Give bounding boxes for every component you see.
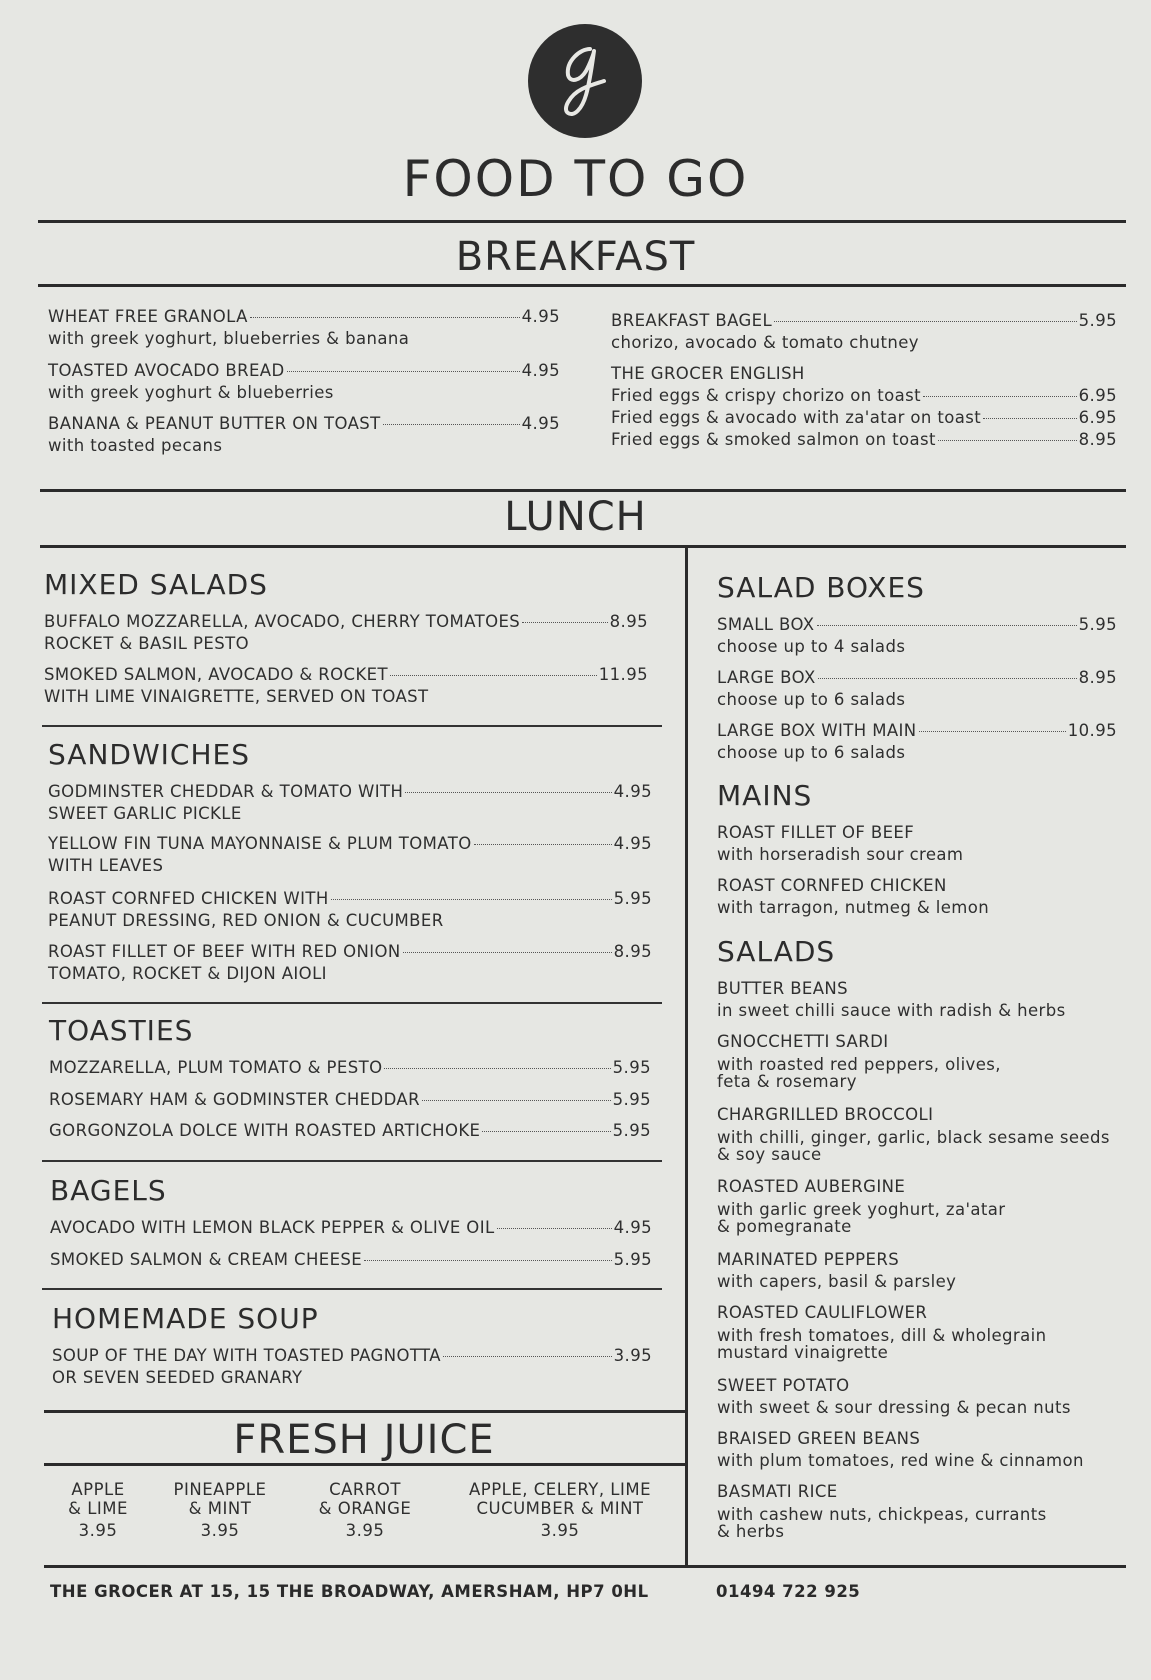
item-description: with fresh tomatoes, dill & wholegrain (717, 1326, 1047, 1345)
menu-item (52, 1345, 652, 1389)
leader-dots (817, 625, 1077, 626)
juice-name: APPLE (71, 1480, 125, 1499)
item-name: CHARGRILLED BROCCOLI (717, 1105, 934, 1124)
category-title: SALAD BOXES (717, 571, 925, 604)
menu-item (717, 822, 1117, 866)
item-description: with chilli, ginger, garlic, black sesame seeds (717, 1128, 1110, 1147)
leader-dots (383, 424, 520, 425)
menu-item (49, 1120, 651, 1142)
item-name: GORGONZOLA DOLCE WITH ROASTED ARTICHOKE (49, 1121, 481, 1140)
item-description: with cashew nuts, chickpeas, currants (717, 1505, 1047, 1524)
item-description: SWEET GARLIC PICKLE (48, 804, 242, 823)
leader-dots (482, 1131, 610, 1132)
item-description: & herbs (717, 1522, 785, 1541)
item-price: 11.95 (598, 665, 648, 684)
breakfast-title: BREAKFAST (455, 234, 696, 280)
item-name: MOZZARELLA, PLUM TOMATO & PESTO (49, 1058, 383, 1077)
divider (42, 725, 662, 727)
lunch-title: LUNCH (504, 494, 647, 540)
salad-item (717, 1177, 1137, 1237)
item-price: 8.95 (613, 942, 652, 961)
leader-dots (938, 440, 1077, 441)
leader-dots (250, 317, 520, 318)
leader-dots (818, 678, 1077, 679)
menu-item (48, 781, 652, 825)
menu-item (48, 833, 652, 877)
item-name: SMOKED SALMON & CREAM CHEESE (50, 1250, 363, 1269)
item-description: with sweet & sour dressing & pecan nuts (717, 1398, 1071, 1417)
item-price: 4.95 (521, 307, 560, 326)
item-name: BASMATI RICE (717, 1482, 838, 1501)
item-name: YELLOW FIN TUNA MAYONNAISE & PLUM TOMATO (48, 834, 472, 853)
menu-item (611, 363, 1117, 451)
juice-item (56, 1480, 140, 1540)
juice-name: APPLE, CELERY, LIME (468, 1480, 652, 1499)
item-name: BREAKFAST BAGEL (611, 311, 773, 330)
item-name: SMOKED SALMON, AVOCADO & ROCKET (44, 665, 388, 684)
leader-dots (983, 418, 1076, 419)
leader-dots (443, 1356, 612, 1357)
item-description: WITH LIME VINAIGRETTE, SERVED ON TOAST (44, 687, 429, 706)
divider (42, 1288, 662, 1290)
juice-item (300, 1480, 430, 1540)
salad-item (717, 1482, 1137, 1542)
divider (38, 220, 1126, 223)
divider (42, 1160, 662, 1162)
menu-item (717, 875, 1117, 919)
salad-item (717, 1428, 1137, 1472)
leader-dots (474, 844, 612, 845)
divider (40, 545, 1126, 548)
menu-item (611, 310, 1117, 354)
item-description: in sweet chilli sauce with radish & herbs (717, 1001, 1066, 1020)
item-description: feta & rosemary (717, 1072, 857, 1091)
item-price: 4.95 (613, 782, 652, 801)
menu-item (44, 664, 648, 708)
leader-dots (422, 1100, 611, 1101)
menu-item (44, 611, 648, 655)
menu-item (50, 1217, 652, 1239)
item-name: BANANA & PEANUT BUTTER ON TOAST (48, 414, 381, 433)
menu-item (50, 1249, 652, 1271)
leader-dots (390, 675, 597, 676)
leader-dots (287, 371, 520, 372)
salad-item (717, 1105, 1137, 1165)
item-description: mustard vinaigrette (717, 1343, 889, 1362)
category-title: SALADS (717, 935, 836, 968)
leader-dots (919, 731, 1066, 732)
item-description: & pomegranate (717, 1217, 852, 1236)
salad-item (717, 1303, 1137, 1363)
page-title: FOOD TO GO (402, 150, 749, 208)
leader-dots (384, 1068, 610, 1069)
g-monogram-icon (550, 39, 620, 123)
juice-price: 3.95 (540, 1521, 580, 1540)
juice-name: CUCUMBER & MINT (476, 1499, 644, 1518)
item-price: 5.95 (612, 1090, 651, 1109)
item-price: 5.95 (1078, 615, 1117, 634)
item-name: ROASTED AUBERGINE (717, 1177, 906, 1196)
item-price: 4.95 (521, 414, 560, 433)
juice-price: 3.95 (345, 1521, 385, 1540)
divider (40, 489, 1126, 492)
divider (38, 284, 1126, 287)
menu-item (717, 667, 1117, 711)
category-title: SANDWICHES (48, 738, 250, 771)
item-description: chorizo, avocado & tomato chutney (611, 333, 919, 352)
leader-dots (331, 899, 612, 900)
menu-item (49, 1089, 651, 1111)
juice-name: & LIME (68, 1499, 128, 1518)
item-name: SWEET POTATO (717, 1376, 850, 1395)
item-description: with roasted red peppers, olives, (717, 1055, 1001, 1074)
leader-dots (405, 792, 611, 793)
item-name: TOASTED AVOCADO BREAD (48, 361, 285, 380)
option-price: 6.95 (1078, 386, 1117, 405)
item-name: BUTTER BEANS (717, 979, 849, 998)
item-description: with garlic greek yoghurt, za'atar (717, 1200, 1006, 1219)
item-name: THE GROCER ENGLISH (611, 364, 805, 383)
category-title: HOMEMADE SOUP (52, 1302, 319, 1335)
menu-item (717, 720, 1117, 764)
juice-name: PINEAPPLE (173, 1480, 267, 1499)
leader-dots (364, 1260, 612, 1261)
item-price: 8.95 (1078, 668, 1117, 687)
item-name: LARGE BOX WITH MAIN (717, 721, 917, 740)
item-price: 10.95 (1067, 721, 1117, 740)
grocer-logo (528, 24, 642, 138)
category-title: BAGELS (50, 1174, 167, 1207)
divider (44, 1410, 686, 1413)
leader-dots (923, 396, 1077, 397)
menu-item (48, 941, 652, 985)
item-price: 5.95 (612, 1121, 651, 1140)
leader-dots (403, 952, 612, 953)
juice-price: 3.95 (200, 1521, 240, 1540)
item-description: PEANUT DRESSING, RED ONION & CUCUMBER (48, 911, 444, 930)
juice-name: CARROT (329, 1480, 401, 1499)
item-description: with plum tomatoes, red wine & cinnamon (717, 1451, 1084, 1470)
fresh-juice-title: FRESH JUICE (233, 1417, 495, 1463)
item-name: MARINATED PEPPERS (717, 1250, 900, 1269)
item-name: WHEAT FREE GRANOLA (48, 307, 248, 326)
item-price: 4.95 (521, 361, 560, 380)
divider (42, 1002, 662, 1004)
juice-item (456, 1480, 664, 1540)
item-name: BUFFALO MOZZARELLA, AVOCADO, CHERRY TOMATOES (44, 612, 521, 631)
item-price: 5.95 (612, 1058, 651, 1077)
salad-item (717, 1249, 1137, 1293)
salad-item (717, 1375, 1137, 1419)
salad-item (717, 978, 1137, 1022)
menu-item (48, 413, 560, 457)
item-price: 3.95 (613, 1346, 652, 1365)
item-name: GODMINSTER CHEDDAR & TOMATO WITH (48, 782, 404, 801)
category-title: MIXED SALADS (44, 568, 268, 601)
item-price: 4.95 (613, 834, 652, 853)
option-price: 8.95 (1078, 430, 1117, 449)
item-description: OR SEVEN SEEDED GRANARY (52, 1368, 303, 1387)
item-description: with horseradish sour cream (717, 845, 964, 864)
item-description: with toasted pecans (48, 436, 223, 455)
option-name: Fried eggs & crispy chorizo on toast (611, 386, 922, 405)
footer-phone: 01494 722 925 (716, 1582, 861, 1601)
item-description: choose up to 4 salads (717, 637, 906, 656)
menu-item (48, 306, 560, 350)
menu-item (48, 360, 560, 404)
divider (44, 1565, 1126, 1568)
item-name: ROAST CORNFED CHICKEN (717, 876, 947, 895)
item-price: 8.95 (609, 612, 648, 631)
item-description: with tarragon, nutmeg & lemon (717, 898, 990, 917)
item-name: SOUP OF THE DAY WITH TOASTED PAGNOTTA (52, 1346, 441, 1365)
item-name: ROASTED CAULIFLOWER (717, 1303, 928, 1322)
option-price: 6.95 (1078, 408, 1117, 427)
item-name: GNOCCHETTI SARDI (717, 1032, 889, 1051)
menu-item (717, 614, 1117, 658)
salad-item (717, 1032, 1137, 1092)
item-name: ROSEMARY HAM & GODMINSTER CHEDDAR (49, 1090, 420, 1109)
menu-item (48, 888, 652, 932)
item-price: 5.95 (613, 1250, 652, 1269)
item-description: & soy sauce (717, 1145, 822, 1164)
item-description: choose up to 6 salads (717, 690, 906, 709)
divider (44, 1463, 686, 1466)
item-name: ROAST CORNFED CHICKEN WITH (48, 889, 329, 908)
juice-price: 3.95 (78, 1521, 118, 1540)
footer-address: THE GROCER AT 15, 15 THE BROADWAY, AMERSHAM, HP7 0HL (50, 1582, 649, 1601)
leader-dots (522, 622, 607, 623)
item-price: 4.95 (613, 1218, 652, 1237)
item-name: SMALL BOX (717, 615, 815, 634)
leader-dots (497, 1228, 612, 1229)
leader-dots (774, 321, 1077, 322)
item-price: 5.95 (1078, 311, 1117, 330)
juice-item (160, 1480, 280, 1540)
item-description: TOMATO, ROCKET & DIJON AIOLI (48, 964, 327, 983)
juice-name: & MINT (188, 1499, 252, 1518)
item-price: 5.95 (613, 889, 652, 908)
item-name: ROAST FILLET OF BEEF WITH RED ONION (48, 942, 401, 961)
option-name: Fried eggs & avocado with za'atar on toast (611, 408, 982, 427)
item-description: with capers, basil & parsley (717, 1272, 957, 1291)
item-name: ROAST FILLET OF BEEF (717, 823, 915, 842)
item-name: LARGE BOX (717, 668, 816, 687)
category-title: MAINS (717, 779, 813, 812)
item-description: with greek yoghurt, blueberries & banana (48, 329, 410, 348)
item-name: BRAISED GREEN BEANS (717, 1429, 921, 1448)
option-name: Fried eggs & smoked salmon on toast (611, 430, 936, 449)
item-description: WITH LEAVES (48, 856, 164, 875)
item-name: AVOCADO WITH LEMON BLACK PEPPER & OLIVE OIL (50, 1218, 495, 1237)
category-title: TOASTIES (49, 1014, 194, 1047)
item-description: choose up to 6 salads (717, 743, 906, 762)
juice-name: & ORANGE (318, 1499, 412, 1518)
item-description: ROCKET & BASIL PESTO (44, 634, 249, 653)
menu-item (49, 1057, 651, 1079)
item-description: with greek yoghurt & blueberries (48, 383, 334, 402)
